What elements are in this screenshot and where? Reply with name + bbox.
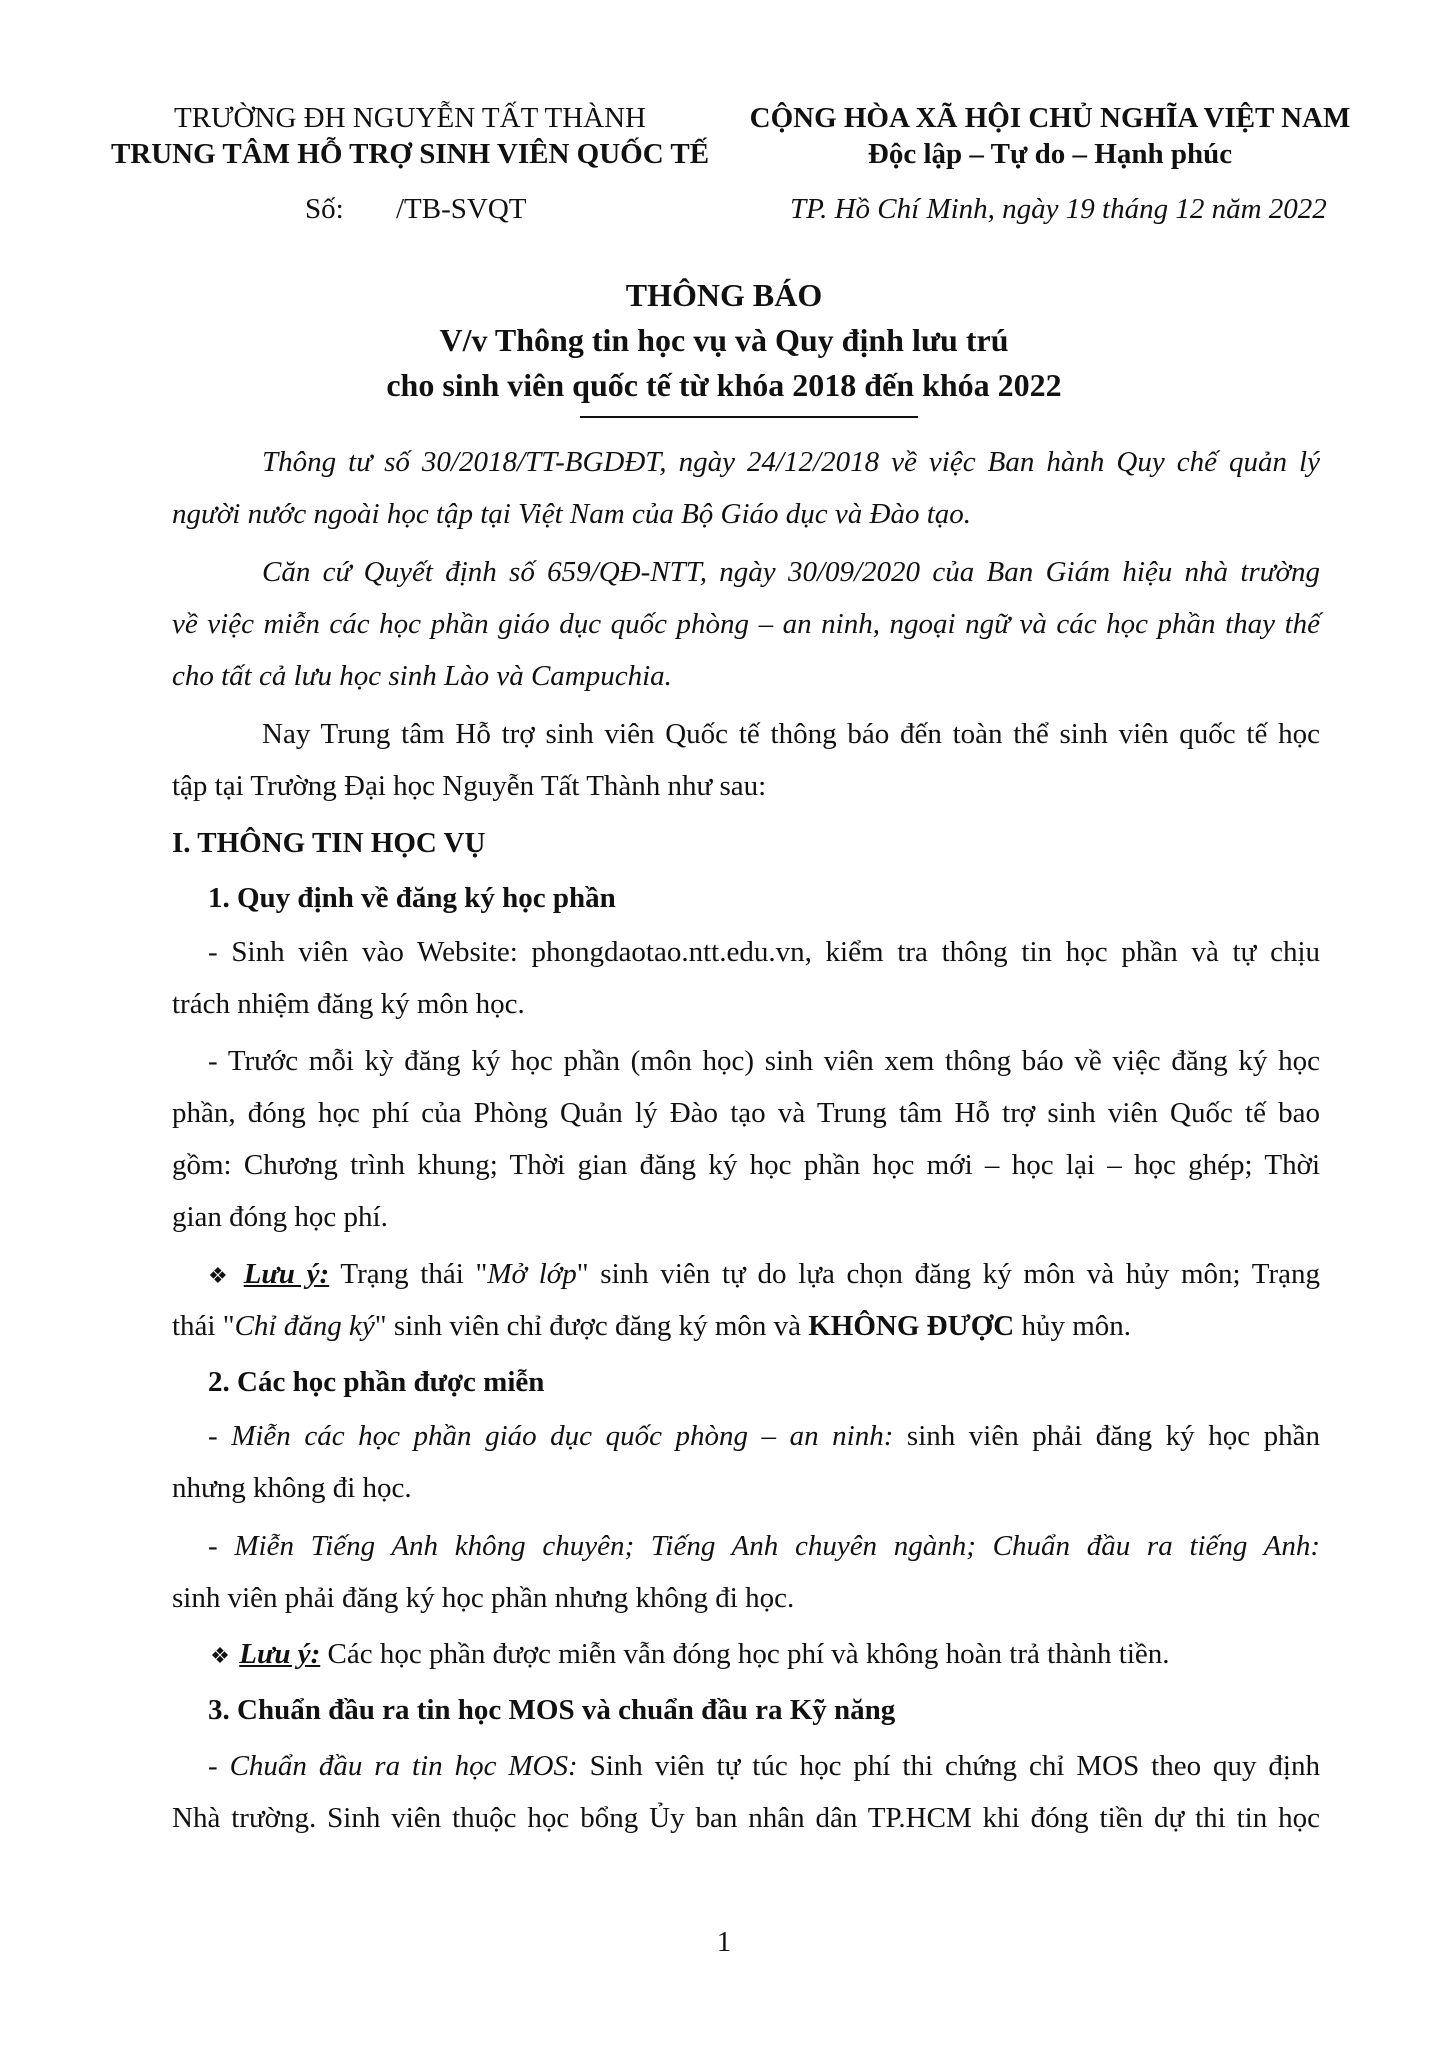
bullet-line: trách nhiệm đăng ký môn học. — [172, 988, 525, 1020]
title-underline — [580, 416, 918, 418]
note-line — [172, 1310, 1320, 1343]
bullet-dash: - — [208, 1420, 232, 1452]
subsection-heading: 2. Các học phần được miễn — [208, 1366, 545, 1398]
note-text: thái " — [172, 1310, 235, 1342]
subsection-heading: 3. Chuẩn đầu ra tin học MOS và chuẩn đầu ra Kỹ năng — [208, 1694, 896, 1726]
preamble-line: tập tại Trường Đại học Nguyễn Tất Thành như sau: — [172, 770, 767, 802]
bullet-line: gian đóng học phí. — [172, 1201, 388, 1233]
note-text: Trạng thái " — [329, 1258, 488, 1290]
note-line — [208, 1638, 1356, 1671]
preamble-line: Nay Trung tâm Hỗ trợ sinh viên Quốc tế thông báo đến toàn thể sinh viên quốc tế học — [262, 718, 1320, 750]
note-text: Các học phần được miễn vẫn đóng học phí và không hoàn trả thành tiền. — [320, 1638, 1170, 1670]
page-number: 1 — [716, 1926, 732, 1958]
note-label: Lưu ý: — [239, 1638, 321, 1670]
date-line: TP. Hồ Chí Minh, ngày 19 tháng 12 năm 2022 — [790, 193, 1327, 225]
preamble-line: cho tất cả lưu học sinh Lào và Campuchia. — [172, 660, 672, 692]
note-text: hủy môn. — [1014, 1310, 1132, 1342]
note-status: Chỉ đăng ký — [234, 1310, 375, 1342]
bullet-term: Miễn các học phần giáo dục quốc phòng – an ninh: — [231, 1420, 894, 1452]
bullet-line: Nhà trường. Sinh viên thuộc học bổng Ủy ban nhân dân TP.HCM khi đóng tiền dự thi tin học — [172, 1802, 1320, 1834]
bullet-line: phần, đóng học phí của Phòng Quản lý Đào tạo và Trung tâm Hỗ trợ sinh viên Quốc tế bao — [172, 1097, 1320, 1129]
bullet-text: sinh viên phải đăng ký học phần — [893, 1420, 1320, 1452]
document-number-label: Số: — [305, 193, 344, 225]
diamond-bullet-icon: ❖ — [210, 1643, 230, 1668]
note-line — [208, 1258, 1320, 1291]
bullet-line: nhưng không đi học. — [172, 1472, 412, 1504]
bullet-text: Sinh viên tự túc học phí thi chứng chỉ MOS theo quy định — [577, 1750, 1320, 1782]
notice-subject-line2: cho sinh viên quốc tế từ khóa 2018 đến khóa 2022 — [386, 367, 1062, 403]
preamble-line: Căn cứ Quyết định số 659/QĐ-NTT, ngày 30/09/2020 của Ban Giám hiệu nhà trường — [262, 556, 1320, 588]
bullet-line — [208, 1420, 1320, 1453]
bullet-term: Miễn Tiếng Anh không chuyên; Tiếng Anh chuyên ngành; Chuẩn đầu ra tiếng Anh: — [234, 1530, 1320, 1562]
bullet-line — [208, 1530, 1320, 1563]
center-name: TRUNG TÂM HỖ TRỢ SINH VIÊN QUỐC TẾ — [110, 138, 710, 170]
note-status: Mở lớp — [487, 1258, 577, 1290]
bullet-line: - Trước mỗi kỳ đăng ký học phần (môn học) sinh viên xem thông báo về việc đăng ký học — [208, 1045, 1320, 1077]
preamble-line: về việc miễn các học phần giáo dục quốc phòng – an ninh, ngoại ngữ và các học phần thay thế — [172, 608, 1320, 640]
note-text: " sinh viên chỉ được đăng ký môn và — [374, 1310, 809, 1342]
preamble-line: Thông tư số 30/2018/TT-BGDĐT, ngày 24/12/2018 về việc Ban hành Quy chế quản lý — [262, 446, 1320, 478]
note-label: Lưu ý: — [243, 1258, 330, 1290]
note-text: " sinh viên tự do lựa chọn đăng ký môn và hủy môn; Trạng — [576, 1258, 1321, 1290]
bullet-line: - Sinh viên vào Website: phongdaotao.ntt.edu.vn, kiểm tra thông tin học phần và tự chịu — [208, 936, 1320, 968]
school-name: TRƯỜNG ĐH NGUYỄN TẤT THÀNH — [174, 102, 646, 134]
national-title: CỘNG HÒA XÃ HỘI CHỦ NGHĨA VIỆT NAM — [749, 102, 1351, 134]
bullet-line: sinh viên phải đăng ký học phần nhưng không đi học. — [172, 1582, 795, 1614]
note-emphasis: KHÔNG ĐƯỢC — [808, 1310, 1015, 1342]
bullet-line — [208, 1750, 1320, 1783]
subsection-heading: 1. Quy định về đăng ký học phần — [208, 882, 616, 914]
preamble-line: người nước ngoài học tập tại Việt Nam của Bộ Giáo dục và Đào tạo. — [172, 498, 972, 530]
bullet-dash: - — [208, 1530, 235, 1562]
notice-title: THÔNG BÁO — [625, 277, 823, 313]
document-number: /TB-SVQT — [396, 193, 527, 225]
notice-subject-line1: V/v Thông tin học vụ và Quy định lưu trú — [439, 322, 1009, 358]
bullet-term: Chuẩn đầu ra tin học MOS: — [229, 1750, 578, 1782]
bullet-line: gồm: Chương trình khung; Thời gian đăng ký học phần học mới – học lại – học ghép; Thời — [172, 1149, 1320, 1181]
national-motto: Độc lập – Tự do – Hạnh phúc — [867, 138, 1233, 170]
diamond-bullet-icon: ❖ — [208, 1263, 228, 1288]
section-heading: I. THÔNG TIN HỌC VỤ — [172, 827, 486, 859]
bullet-dash: - — [208, 1750, 230, 1782]
